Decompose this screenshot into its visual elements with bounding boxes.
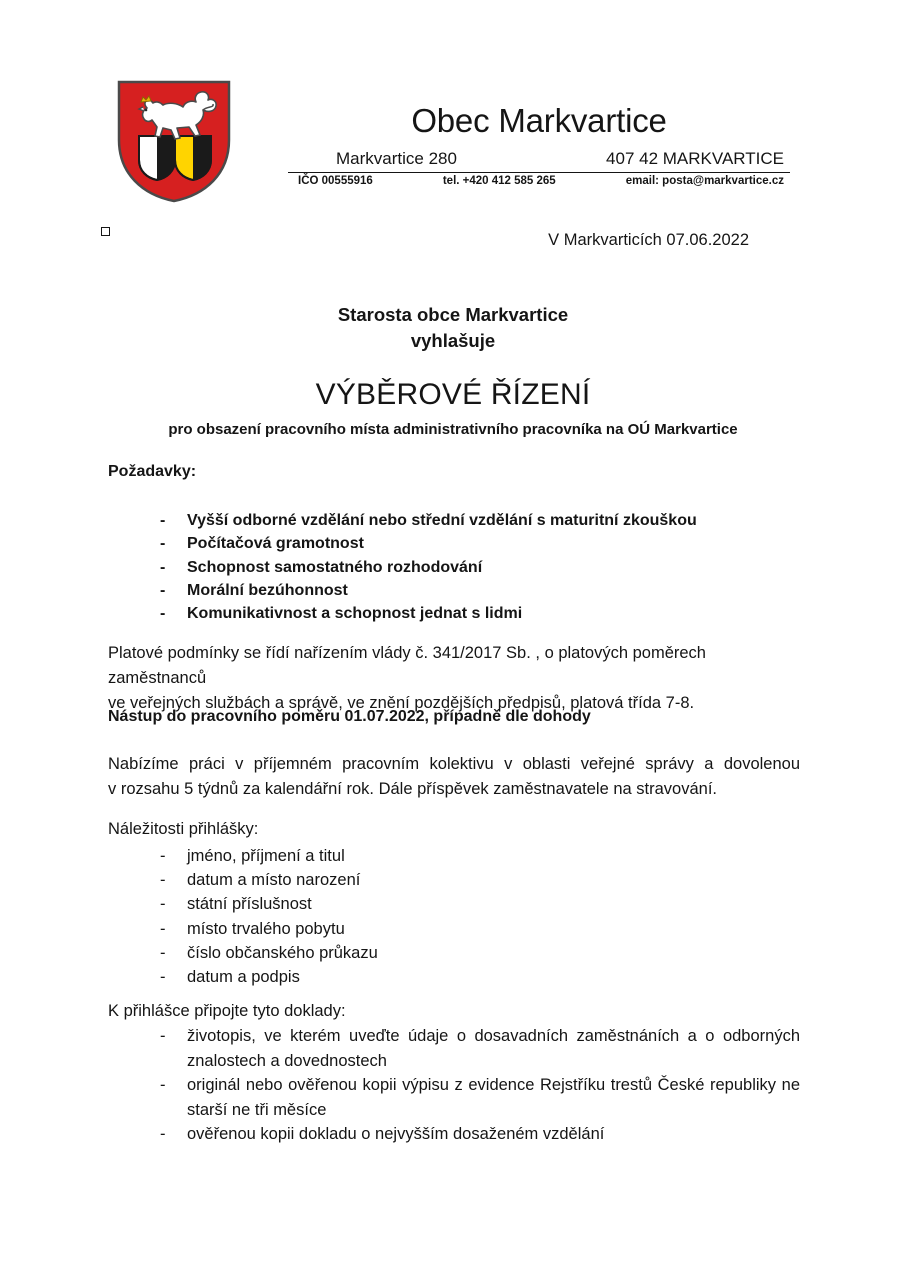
list-item-text: místo trvalého pobytu — [187, 919, 345, 938]
list-item — [160, 509, 820, 532]
list-item — [160, 844, 760, 868]
dash-marker: - — [160, 919, 166, 938]
dash-marker: - — [160, 1125, 166, 1143]
list-item — [160, 1073, 800, 1122]
announcement-headline — [108, 302, 798, 354]
address-street: Markvartice 280 — [336, 149, 457, 168]
list-item — [160, 1122, 800, 1147]
headline-line-2: vyhlašuje — [410, 330, 496, 351]
contact-row — [288, 175, 790, 187]
list-item-text: Morální bezúhonnost — [187, 581, 348, 599]
list-item — [160, 1024, 800, 1073]
list-item — [160, 579, 820, 602]
salary-line-1: Platové podmínky se řídí nařízením vlády č. 341/2017 Sb. , o platových poměrech zaměstnanců — [108, 644, 706, 687]
letterhead-divider — [288, 172, 790, 173]
list-item-text: životopis, ve kterém uveďte údaje o dosavadních zaměstnáních a o odborných — [187, 1027, 800, 1045]
list-item-text: ověřenou kopii dokladu o nejvyšším dosaženém vzdělání — [187, 1125, 605, 1143]
list-item — [160, 532, 820, 555]
list-item — [160, 892, 760, 916]
list-item-text: číslo občanského průkazu — [187, 943, 378, 962]
list-item-text: Schopnost samostatného rozhodování — [187, 558, 483, 576]
coat-of-arms-icon — [113, 78, 235, 204]
list-item-text-cont: starší ne tři měsíce — [187, 1100, 327, 1119]
dash-marker: - — [160, 558, 166, 576]
list-item — [160, 965, 760, 989]
list-item — [160, 941, 760, 965]
organization-title: Obec Markvartice — [411, 102, 667, 139]
dash-marker: - — [160, 968, 166, 987]
dash-marker: - — [160, 1076, 166, 1094]
dash-marker: - — [160, 895, 166, 914]
offer-paragraph — [108, 752, 800, 802]
dash-marker: - — [160, 512, 166, 529]
address-row — [288, 149, 790, 169]
requirements-heading: Požadavky: — [108, 463, 197, 480]
email-address: email: posta@markvartice.cz — [625, 175, 784, 187]
main-title: VÝBĚROVÉ ŘÍZENÍ — [315, 378, 591, 411]
list-item — [160, 602, 820, 625]
list-item-text: Počítačová gramotnost — [187, 535, 364, 553]
list-item-text-cont: znalostech a dovednostech — [187, 1051, 387, 1070]
dash-marker: - — [160, 943, 166, 962]
list-item-text: datum a podpis — [187, 968, 300, 987]
dash-marker: - — [160, 871, 166, 890]
documents-heading: K přihlášce připojte tyto doklady: — [108, 1002, 346, 1020]
salary-line-2: ve veřejných službách a správě, ve znění pozdějších předpisů, platová třída 7-8. — [108, 694, 695, 712]
subtitle: pro obsazení pracovního místa administrativního pracovníka na OÚ Markvartice — [168, 421, 738, 438]
letterhead — [0, 0, 902, 200]
list-item-text: státní příslušnost — [187, 895, 312, 914]
list-item — [160, 917, 760, 941]
list-item-text: Komunikativnost a schopnost jednat s lidmi — [187, 605, 523, 623]
list-item — [160, 556, 820, 579]
dash-marker: - — [160, 1027, 166, 1045]
dash-marker: - — [160, 847, 166, 865]
requirements-list — [160, 509, 820, 625]
application-heading: Náležitosti přihlášky: — [108, 820, 259, 838]
ico-number: IČO 00555916 — [298, 175, 373, 187]
list-item-text: datum a místo narození — [187, 871, 361, 890]
address-city: 407 42 MARKVARTICE — [606, 149, 784, 168]
offer-line-2: v rozsahu 5 týdnů za kalendářní rok. Dále příspěvek zaměstnavatele na stravování. — [108, 780, 717, 798]
start-date-line: Nástup do pracovního poměru 01.07.2022, případně dle dohody — [108, 708, 591, 725]
date-line: V Markvarticích 07.06.2022 — [548, 231, 749, 249]
documents-list — [160, 1024, 800, 1147]
list-item-text: originál nebo ověřenou kopii výpisu z evidence Rejstříku trestů České republiky ne — [187, 1076, 800, 1094]
list-item — [160, 868, 760, 892]
dash-marker: - — [160, 605, 166, 623]
list-item-text: Vyšší odborné vzdělání nebo střední vzdělání s maturitní zkouškou — [187, 512, 697, 529]
dash-marker: - — [160, 581, 166, 599]
dash-marker: - — [160, 535, 166, 553]
application-list — [160, 844, 760, 989]
list-item-text: jméno, příjmení a titul — [187, 847, 345, 865]
offer-line-1: Nabízíme práci v příjemném pracovním kolektivu v oblasti veřejné správy a dovolenou — [108, 755, 800, 773]
telephone-number: tel. +420 412 585 265 — [442, 175, 556, 187]
headline-line-1: Starosta obce Markvartice — [337, 304, 569, 325]
